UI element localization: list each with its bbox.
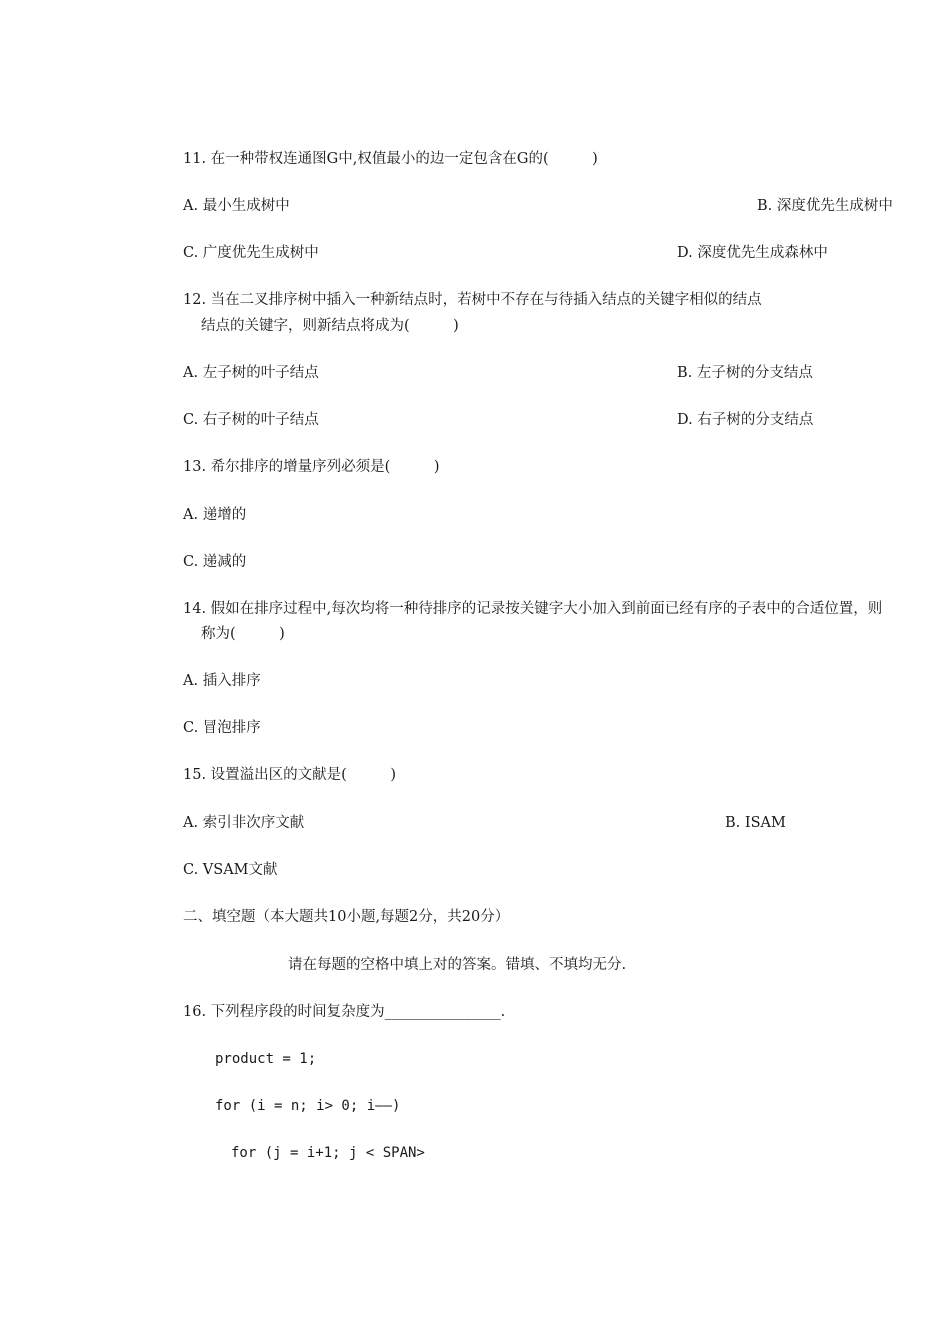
section-title: 二、填空题（本大题共10小题,每题2分，共20分）	[183, 909, 510, 925]
q14-option-c: C. 冒泡排序	[183, 720, 261, 736]
q13-stem: 13. 希尔排序的增量序列必须是( )	[183, 459, 440, 475]
q12-option-d: D. 右子树的分支结点	[677, 412, 814, 428]
q11-option-b: B. 深度优先生成树中	[757, 198, 893, 214]
section-instruction: 请在每题的空格中填上对的答案。错填、不填均无分.	[288, 957, 627, 973]
q16-stem: 16. 下列程序段的时间复杂度为________________.	[183, 1004, 506, 1020]
q12-option-b: B. 左子树的分支结点	[677, 365, 813, 381]
code-line-2: for (i = n; i> 0; i——)	[215, 1098, 401, 1114]
q11-option-c: C. 广度优先生成树中	[183, 245, 319, 261]
q14-stem-line1: 14. 假如在排序过程中,每次均将一种待排序的记录按关键字大小加入到前面已经有序的子表中的合适位置，则	[183, 601, 883, 617]
q14-option-a: A. 插入排序	[183, 673, 261, 689]
q11-option-d: D. 深度优先生成森林中	[677, 245, 828, 261]
q12-option-a: A. 左子树的叶子结点	[183, 365, 319, 381]
q11-option-a: A. 最小生成树中	[183, 198, 290, 214]
q15-option-c: C. VSAM文献	[183, 862, 278, 878]
q15-option-a: A. 索引非次序文献	[183, 815, 305, 831]
q13-option-a: A. 递增的	[183, 507, 247, 523]
code-line-1: product = 1;	[215, 1051, 317, 1067]
q15-option-b: B. ISAM	[725, 815, 786, 831]
q14-stem-line2: 称为( )	[201, 626, 285, 642]
q12-option-c: C. 右子树的叶子结点	[183, 412, 319, 428]
q12-stem-line1: 12. 当在二叉排序树中插入一种新结点时，若树中不存在与待插入结点的关键字相似的结点	[183, 292, 762, 308]
q15-stem: 15. 设置溢出区的文献是( )	[183, 767, 396, 783]
q11-stem: 11. 在一种带权连通图G中,权值最小的边一定包含在G的( )	[183, 151, 598, 167]
q13-option-c: C. 递减的	[183, 554, 247, 570]
q12-stem-line2: 结点的关键字，则新结点将成为( )	[201, 318, 459, 334]
code-line-3: for (j = i+1; j < SPAN>	[231, 1145, 425, 1161]
